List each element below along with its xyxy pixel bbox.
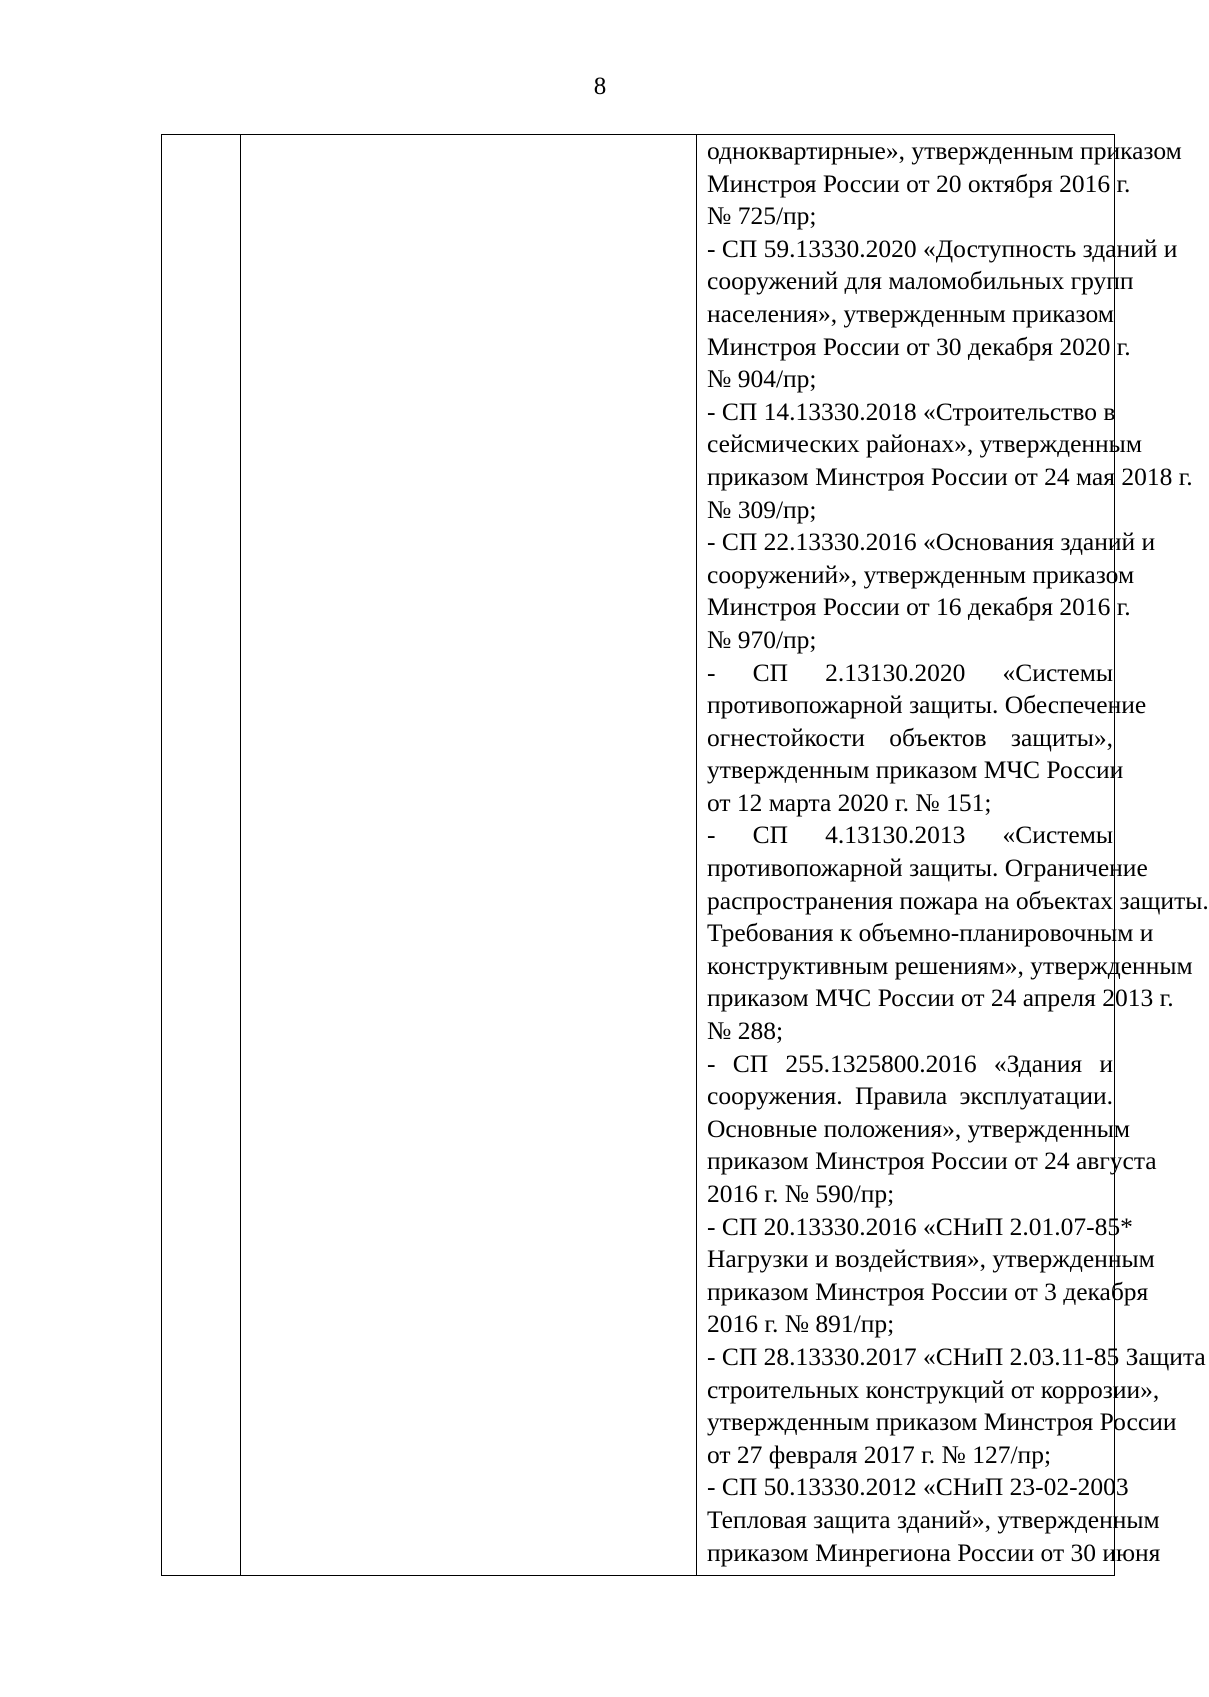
text-line: 2016 г. № 891/пр; xyxy=(707,1309,895,1339)
text-line: Нагрузки и воздействия», утвержденным xyxy=(707,1244,1155,1274)
text-line: одноквартирные», утвержденным приказом xyxy=(707,136,1182,165)
regulations-table xyxy=(161,134,1209,1576)
table-cell-regulations xyxy=(697,135,1209,1575)
text-line: № 725/пр; xyxy=(707,201,817,231)
text-line: - СП 59.13330.2020 «Доступность зданий и xyxy=(707,233,1178,263)
text-line: приказом МЧС России от 24 апреля 2013 г. xyxy=(707,983,1174,1013)
text-line: Минстроя России от 30 декабря 2020 г. xyxy=(707,331,1131,361)
text-line: № 288; xyxy=(707,1016,784,1046)
table-cell-description xyxy=(241,135,697,1575)
text-line: конструктивным решениям», утвержденным xyxy=(707,950,1193,980)
text-line: Минстроя России от 16 декабря 2016 г. xyxy=(707,592,1131,622)
text-line: противопожарной защиты. Ограничение xyxy=(707,853,1148,883)
text-line: сооружений», утвержденным приказом xyxy=(707,559,1135,589)
table-cell-number xyxy=(162,135,241,1575)
text-line: строительных конструкций от коррозии», xyxy=(707,1374,1160,1404)
text-line: 2016 г. № 590/пр; xyxy=(707,1179,895,1208)
text-line: № 970/пр; xyxy=(707,624,817,654)
text-line: огнестойкости объектов защиты», xyxy=(707,722,1113,752)
text-line: - СП 50.13330.2012 «СНиП 23-02-2003 xyxy=(707,1472,1129,1502)
text-line: - СП 14.13330.2018 «Строительство в xyxy=(707,396,1116,426)
text-line: приказом Минстроя России от 24 мая 2018 г. xyxy=(707,461,1193,491)
text-line: населения», утвержденным приказом xyxy=(707,298,1114,328)
text-line: утвержденным приказом Минстроя России xyxy=(707,1407,1177,1437)
text-line: - СП 20.13330.2016 «СНиП 2.01.07-85* xyxy=(707,1211,1133,1241)
text-line: - СП 22.13330.2016 «Основания зданий и xyxy=(707,527,1156,557)
text-line: сооружения. Правила эксплуатации. xyxy=(707,1081,1113,1111)
page-number: 8 xyxy=(593,73,607,100)
text-line: от 27 февраля 2017 г. № 127/пр; xyxy=(707,1439,1052,1469)
text-line: распространения пожара на объектах защиты. xyxy=(707,885,1209,915)
text-line: Тепловая защита зданий», утвержденным xyxy=(707,1504,1160,1534)
text-line: № 309/пр; xyxy=(707,494,817,524)
text-line: Основные положения», утвержденным xyxy=(707,1113,1130,1143)
text-line: Минстроя России от 20 октября 2016 г. xyxy=(707,168,1131,198)
text-line: утвержденным приказом МЧС России xyxy=(707,755,1124,785)
text-line: - СП 28.13330.2017 «СНиП 2.03.11-85 Защита xyxy=(707,1341,1206,1371)
text-line: сейсмических районах», утвержденным xyxy=(707,429,1142,459)
text-line: приказом Минрегиона России от 30 июня xyxy=(707,1537,1161,1567)
text-line: приказом Минстроя России от 3 декабря xyxy=(707,1276,1149,1306)
text-line: противопожарной защиты. Обеспечение xyxy=(707,690,1147,720)
text-line: - СП 2.13130.2020 «Системы xyxy=(707,657,1113,687)
text-line: приказом Минстроя России от 24 августа xyxy=(707,1146,1157,1176)
text-line: - СП 255.1325800.2016 «Здания и xyxy=(707,1048,1113,1078)
text-line: - СП 4.13130.2013 «Системы xyxy=(707,820,1113,850)
text-line: Требования к объемно-планировочным и xyxy=(707,918,1154,948)
text-line: от 12 марта 2020 г. № 151; xyxy=(707,787,992,817)
text-line: сооружений для маломобильных групп xyxy=(707,266,1134,296)
text-line: № 904/пр; xyxy=(707,364,817,394)
